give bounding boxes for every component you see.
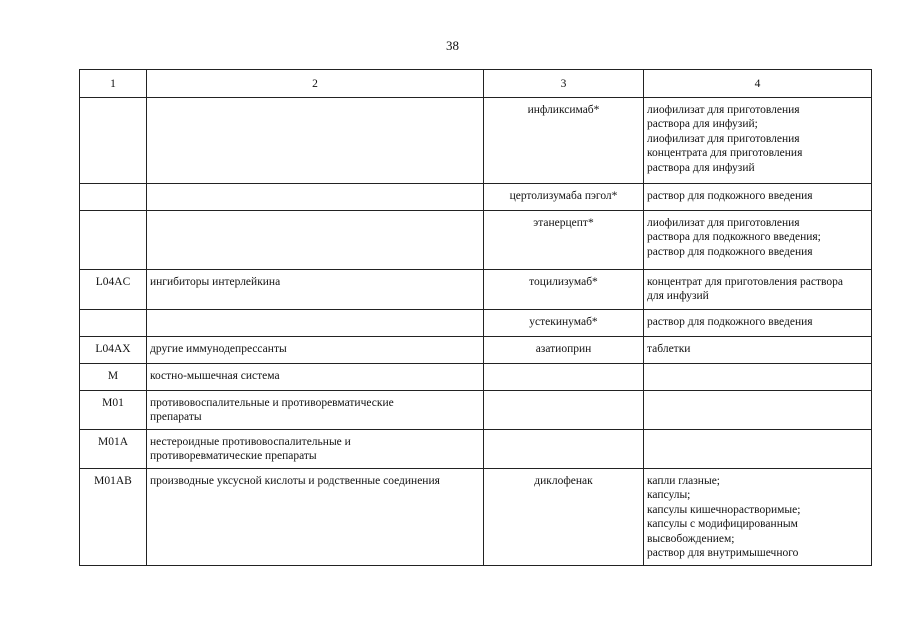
group-text-line: противовоспалительные и противоревматические [150,396,394,409]
dosage-forms-cell [644,210,872,269]
dosage-forms-cell [644,309,872,336]
column-header-2: 2 [147,70,484,98]
dosage-form-line: капсулы с модифицированным [647,518,798,530]
dosage-form-line: раствор для подкожного введения [647,315,813,328]
atc-code-cell: M [80,363,147,390]
anatomical-group-cell [147,183,484,210]
anatomical-group-cell [147,468,484,565]
dosage-form-line: таблетки [647,342,691,355]
group-text-line: другие иммунодепрессанты [150,342,287,355]
anatomical-group-cell [147,336,484,363]
table-row [80,363,872,390]
anatomical-group-cell [147,309,484,336]
dosage-forms-cell [644,97,872,183]
drug-name-cell: инфликсимаб* [484,97,644,183]
dosage-form-line: раствора для инфузий; [647,118,758,130]
drug-name-cell: цертолизумаба пэгол* [484,183,644,210]
dosage-form-line: концентрата для приготовления [647,147,803,159]
dosage-form-line: капсулы кишечнорастворимые; [647,503,801,516]
atc-code-cell [80,309,147,336]
header-row [80,70,872,98]
dosage-form-line: лиофилизат для приготовления [647,103,800,116]
anatomical-group-cell [147,363,484,390]
atc-code-cell [80,97,147,183]
table-row [80,97,872,183]
table-row [80,390,872,429]
table-row [80,336,872,363]
table-row [80,210,872,269]
atc-code-cell: M01A [80,429,147,468]
table-row [80,309,872,336]
atc-code-cell [80,210,147,269]
drug-name-cell: тоцилизумаб* [484,269,644,309]
dosage-forms-cell [644,269,872,309]
dosage-form-line: для инфузий [647,290,709,302]
dosage-form-line: раствора для инфузий [647,161,755,174]
anatomical-group-cell [147,390,484,429]
dosage-form-line: высвобождением; [647,532,735,545]
dosage-form-line: раствор для подкожного введения [647,245,813,258]
group-text-line: препараты [150,411,202,423]
atc-code-cell [80,183,147,210]
table-row [80,183,872,210]
atc-code-cell: M01 [80,390,147,429]
anatomical-group-cell [147,429,484,468]
column-header-1: 1 [80,70,147,98]
table-row [80,269,872,309]
group-text-line: производные уксусной кислоты и родственные соединения [150,474,440,487]
drug-name-cell [484,390,644,429]
dosage-form-line: концентрат для приготовления раствора [647,275,843,288]
dosage-form-line: раствор для подкожного введения [647,189,813,202]
dosage-forms-cell [644,363,872,390]
page-number: 38 [446,38,459,53]
dosage-form-line: капсулы; [647,489,691,501]
group-text-line: ингибиторы интерлейкина [150,275,281,288]
dosage-form-line: лиофилизат для приготовления [647,216,800,229]
table-row [80,429,872,468]
atc-code-cell: L04AX [80,336,147,363]
dosage-forms-cell [644,429,872,468]
medication-table [79,69,872,566]
table-body [80,97,872,565]
table-row [80,468,872,565]
dosage-form-line: лиофилизат для приготовления [647,132,800,145]
drug-name-cell: диклофенак [484,468,644,565]
drug-name-cell: этанерцепт* [484,210,644,269]
dosage-forms-cell [644,183,872,210]
group-text-line: противоревматические препараты [150,450,317,462]
atc-code-cell: M01AB [80,468,147,565]
column-header-3: 3 [484,70,644,98]
dosage-forms-cell [644,468,872,565]
anatomical-group-cell [147,210,484,269]
drug-name-cell: устекинумаб* [484,309,644,336]
dosage-forms-cell [644,390,872,429]
group-text-line: костно-мышечная система [150,369,280,382]
dosage-form-line: капли глазные; [647,474,720,487]
drug-name-cell [484,429,644,468]
column-header-4: 4 [644,70,872,98]
drug-name-cell: азатиоприн [484,336,644,363]
group-text-line: нестероидные противовоспалительные и [150,435,351,448]
atc-code-cell: L04AC [80,269,147,309]
dosage-forms-cell [644,336,872,363]
anatomical-group-cell [147,97,484,183]
anatomical-group-cell [147,269,484,309]
dosage-form-line: раствора для подкожного введения; [647,231,821,243]
drug-name-cell [484,363,644,390]
dosage-form-line: раствор для внутримышечного [647,547,799,559]
